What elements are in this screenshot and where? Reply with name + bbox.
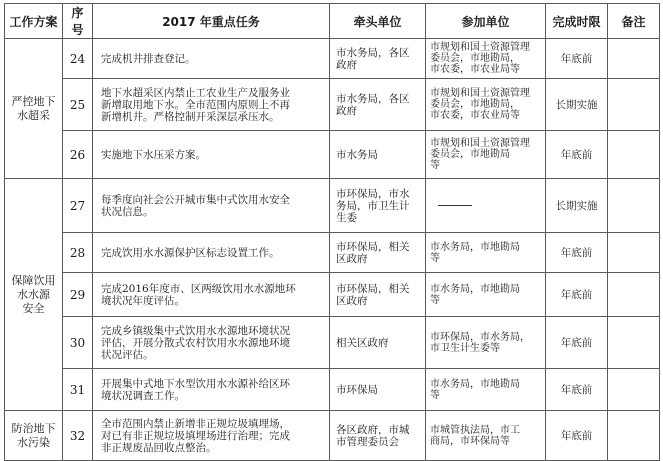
table-row bbox=[5, 39, 660, 79]
deadline-cell: 长期实施 bbox=[546, 79, 608, 131]
lead-unit-cell bbox=[330, 79, 426, 131]
task-line: 全市范围内禁止新增非正规垃圾填埋场， bbox=[101, 417, 290, 430]
participating-units-line: 市水务局，市地勘局 bbox=[430, 283, 520, 295]
lead-unit-cell bbox=[330, 179, 426, 233]
participating-units-line: 等 bbox=[430, 294, 440, 306]
lead-unit-line: 市环保局，相关 bbox=[336, 240, 410, 253]
header-deadline: 完成时限 bbox=[546, 4, 608, 39]
lead-unit-line: 区政府 bbox=[336, 252, 368, 265]
deadline-cell: 长期实施 bbox=[546, 179, 608, 233]
lead-unit-line: 市环保局，市水 bbox=[336, 187, 410, 200]
task-line: 境状况年度评估。 bbox=[101, 294, 185, 307]
participating-units-line: 市环保局，市水务局， bbox=[430, 331, 530, 343]
plan-name-line: 水超采 bbox=[17, 108, 50, 122]
lead-unit-cell bbox=[330, 131, 426, 179]
participating-units-cell bbox=[426, 233, 546, 273]
row-number: 27 bbox=[63, 179, 93, 233]
task-cell bbox=[93, 411, 330, 461]
participating-units-cell bbox=[426, 179, 546, 233]
lead-unit-cell bbox=[330, 411, 426, 461]
lead-unit-cell bbox=[330, 39, 426, 79]
participating-units-line: 委员会，市地勘局， bbox=[430, 99, 520, 110]
row-number: 28 bbox=[63, 233, 93, 273]
lead-unit-cell bbox=[330, 317, 426, 369]
participating-units-cell bbox=[426, 131, 546, 179]
lead-unit-line: 政府 bbox=[336, 58, 357, 71]
remarks-cell bbox=[608, 317, 660, 369]
remarks-cell bbox=[608, 131, 660, 179]
task-line: 状况评估。 bbox=[101, 348, 154, 361]
participating-units-line: 委员会，市地勘局 bbox=[430, 149, 510, 160]
task-line: 完成2016年度市、区两级饮用水水源地环 bbox=[101, 282, 296, 295]
task-line: 新增机井。严格控制开采深层承压水。 bbox=[101, 110, 280, 123]
header-participating-units: 参加单位 bbox=[426, 4, 546, 39]
task-line: 评估，开展分散式农村饮用水水源地环境 bbox=[101, 336, 290, 349]
participating-units-line: 市规划和国土资源管理 bbox=[430, 88, 530, 99]
row-number: 26 bbox=[63, 131, 93, 179]
task-cell bbox=[93, 273, 330, 317]
lead-unit-line: 生委 bbox=[336, 211, 357, 224]
participating-units-line: 市水务局，市地勘局 bbox=[430, 378, 520, 390]
lead-unit-line: 务局，市卫生计 bbox=[336, 199, 410, 212]
lead-unit-line: 区政府 bbox=[336, 294, 368, 307]
deadline-cell: 年底前 bbox=[546, 369, 608, 411]
task-cell bbox=[93, 131, 330, 179]
table-row bbox=[5, 273, 660, 317]
row-number: 30 bbox=[63, 317, 93, 369]
row-number: 25 bbox=[63, 79, 93, 131]
participating-units-line: 等 bbox=[430, 252, 440, 264]
lead-unit-line: 各区政府，市城 bbox=[336, 423, 410, 436]
participating-units-line: 市规划和国土资源管理 bbox=[430, 42, 530, 53]
remarks-cell bbox=[608, 79, 660, 131]
plan-name-line: 严控地下 bbox=[11, 94, 56, 108]
participating-units-line: 市规划和国土资源管理 bbox=[430, 138, 530, 149]
participating-units-line: 市水务局，市地勘局 bbox=[430, 241, 520, 253]
header-number: 序号 bbox=[63, 4, 93, 39]
row-number: 32 bbox=[63, 411, 93, 461]
participating-units-line: 商局，市环保局等 bbox=[430, 435, 510, 447]
lead-unit-line: 市水务局，各区 bbox=[336, 92, 410, 105]
header-row bbox=[5, 4, 660, 39]
task-cell bbox=[93, 369, 330, 411]
lead-unit-line: 市水务局，各区 bbox=[336, 46, 410, 59]
lead-unit-line: 相关区政府 bbox=[336, 336, 389, 349]
remarks-cell bbox=[608, 411, 660, 461]
row-number: 24 bbox=[63, 39, 93, 79]
deadline-cell: 年底前 bbox=[546, 317, 608, 369]
table-row bbox=[5, 369, 660, 411]
table-row bbox=[5, 233, 660, 273]
participating-units-cell bbox=[426, 273, 546, 317]
task-line: 开展集中式地下水型饮用水水源补给区环 bbox=[101, 377, 290, 390]
lead-unit-line: 政府 bbox=[336, 104, 357, 117]
participating-units-cell bbox=[426, 79, 546, 131]
table-row bbox=[5, 411, 660, 461]
table-row bbox=[5, 79, 660, 131]
task-line: 每季度向社会公开城市集中式饮用水安全 bbox=[101, 193, 290, 206]
plan-name-line: 水污染 bbox=[17, 435, 50, 449]
deadline-cell: 年底前 bbox=[546, 233, 608, 273]
deadline-cell: 年底前 bbox=[546, 39, 608, 79]
plan-cell bbox=[5, 411, 63, 461]
task-line: 完成机井排查登记。 bbox=[101, 52, 196, 65]
task-table bbox=[4, 3, 660, 461]
header-plan: 工作方案 bbox=[5, 4, 63, 39]
task-cell bbox=[93, 39, 330, 79]
participating-units-line: 市农委，市农业局等 bbox=[430, 110, 520, 121]
header-lead-unit: 牵头单位 bbox=[330, 4, 426, 39]
lead-unit-line: 市环保局，相关 bbox=[336, 282, 410, 295]
participating-units-line: 市卫生计生委等 bbox=[430, 342, 500, 354]
participating-units-line: 等 bbox=[430, 160, 440, 171]
participating-units-line: 委员会，市地勘局， bbox=[430, 53, 520, 64]
task-line: 境状况调查工作。 bbox=[101, 389, 185, 402]
deadline-cell: 年底前 bbox=[546, 131, 608, 179]
task-cell bbox=[93, 79, 330, 131]
task-line: 实施地下水压采方案。 bbox=[101, 148, 206, 161]
participating-units-cell bbox=[426, 411, 546, 461]
remarks-cell bbox=[608, 233, 660, 273]
participating-units-cell bbox=[426, 317, 546, 369]
header-remarks: 备注 bbox=[608, 4, 660, 39]
participating-units-line: 市城管执法局，市工 bbox=[430, 424, 520, 436]
lead-unit-cell bbox=[330, 273, 426, 317]
row-number: 29 bbox=[63, 273, 93, 317]
participating-units-line: 市农委，市农业局等 bbox=[430, 64, 520, 75]
participating-units-cell bbox=[426, 39, 546, 79]
remarks-cell bbox=[608, 273, 660, 317]
task-cell bbox=[93, 179, 330, 233]
task-line: 完成乡镇级集中式饮用水水源地环境状况 bbox=[101, 324, 290, 337]
row-number: 31 bbox=[63, 369, 93, 411]
plan-name-line: 水水源 bbox=[17, 287, 50, 301]
header-task: 2017 年重点任务 bbox=[93, 4, 330, 39]
lead-unit-line: 市环保局 bbox=[336, 383, 378, 396]
task-line: 状况信息。 bbox=[101, 205, 154, 218]
participating-units-line: 等 bbox=[430, 389, 440, 401]
lead-unit-cell bbox=[330, 369, 426, 411]
plan-name-line: 安全 bbox=[22, 301, 45, 315]
remarks-cell bbox=[608, 39, 660, 79]
lead-unit-cell bbox=[330, 233, 426, 273]
task-cell bbox=[93, 233, 330, 273]
table-row bbox=[5, 179, 660, 233]
task-line: 完成饮用水水源保护区标志设置工作。 bbox=[101, 246, 280, 259]
table-row bbox=[5, 317, 660, 369]
participating-units-cell bbox=[426, 369, 546, 411]
table-row bbox=[5, 131, 660, 179]
empty-dash bbox=[438, 205, 472, 206]
deadline-cell: 年底前 bbox=[546, 411, 608, 461]
task-cell bbox=[93, 317, 330, 369]
plan-cell bbox=[5, 39, 63, 179]
lead-unit-line: 市水务局 bbox=[336, 148, 378, 161]
task-line: 对已有非正规垃圾填埋场进行治理；完成 bbox=[101, 429, 290, 442]
lead-unit-line: 市管理委员会 bbox=[336, 435, 399, 448]
plan-name-line: 保障饮用 bbox=[11, 273, 56, 287]
task-line: 非正规废品回收点整治。 bbox=[101, 441, 217, 454]
deadline-cell: 年底前 bbox=[546, 273, 608, 317]
plan-cell bbox=[5, 179, 63, 411]
task-line: 新增取用地下水。全市范围内原则上不再 bbox=[101, 98, 290, 111]
remarks-cell bbox=[608, 179, 660, 233]
remarks-cell bbox=[608, 369, 660, 411]
task-line: 地下水超采区内禁止工农业生产及服务业 bbox=[101, 86, 290, 99]
plan-name-line: 防治地下 bbox=[11, 421, 56, 435]
